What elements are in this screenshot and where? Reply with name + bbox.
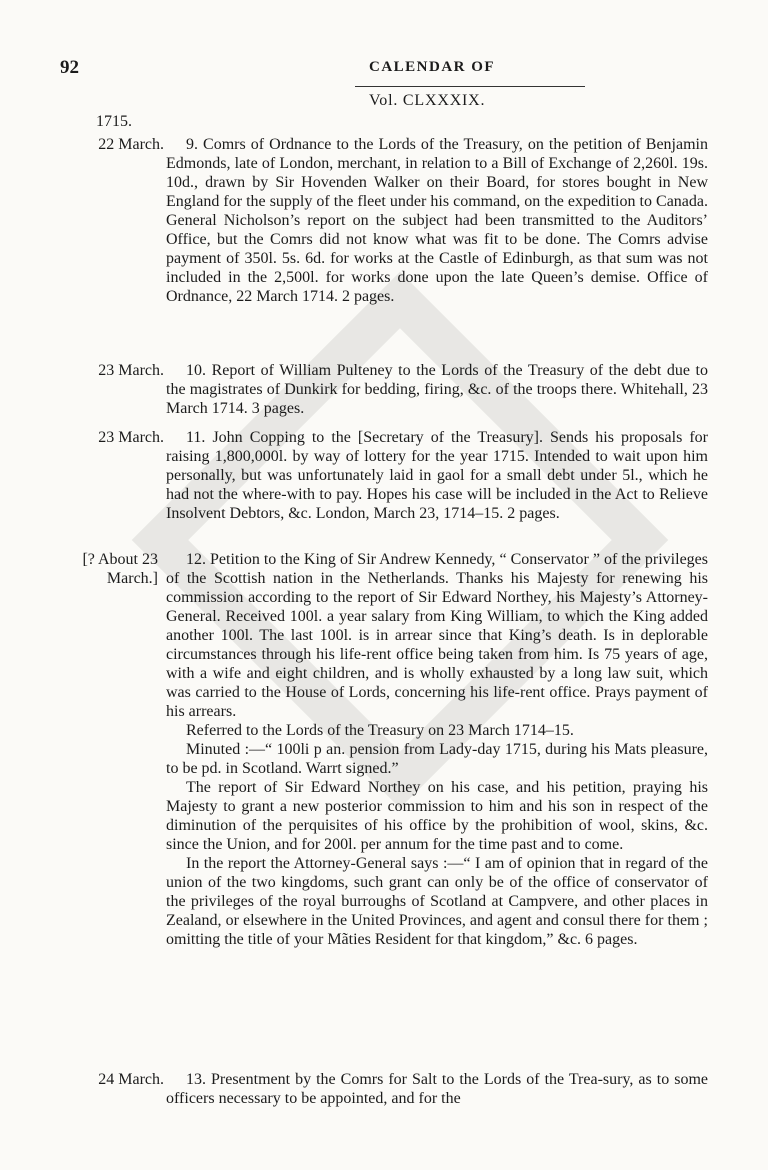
entry-paragraph: The report of Sir Edward Northey on his case, and his petition, praying his Majesty to grant a new posterior commission to him and his son in respect of the diminution of the perquisites of his office by the prohibition of wool, skins, &c. since the Union, and for 200l. per annum for the time past and to come. — [166, 779, 708, 853]
year-label: 1715. — [96, 113, 132, 130]
entry-date: [? About 23 March.] — [82, 551, 158, 587]
entry-body — [166, 1070, 708, 1108]
calendar-entry — [70, 135, 708, 306]
entry-paragraph: Referred to the Lords of the Treasury on 23 March 1714–15. — [186, 722, 574, 739]
running-title: CALENDAR OF — [369, 59, 496, 75]
entry-body — [166, 361, 708, 418]
entry-date: 23 March. — [98, 429, 164, 446]
volume-heading: Vol. CLXXXIX. — [369, 92, 486, 109]
entry-paragraph: 12. Petition to the King of Sir Andrew Kennedy, “ Conservator ” of the privileges of the Scottish nation in the Netherlands. Thanks his Majesty for renewing his commission according to the report of Sir Edward Northey, his Majesty’s Attorney-General. Received 100l. a year salary from King William, to which the King added another 100l. The last 100l. is in arrear since that King’s death. Is in deplorable circumstances through his life-rent office being taken from him. Is 75 years of age, with a wife and eight children, and is wholly exhausted by a long law suit, which was carried to the House of Lords, concerning his life-rent office. Prays payment of his arrears. — [166, 551, 708, 720]
page-number: 92 — [60, 57, 79, 78]
entry-date: 22 March. — [98, 136, 164, 153]
entry-paragraph: In the report the Attorney-General says :—“ I am of opinion that in regard of the union of the two kingdoms, such grant can only be of the office of conservator of the privileges of the royal burroughs of Scotland at Campvere, and other places in Zealand, or elsewhere in the United Provinces, and agent and consul there for them ; omitting the title of your Mãties Resident for that kingdom,” &c. 6 pages. — [166, 855, 708, 948]
entry-body — [166, 550, 708, 949]
entry-body — [166, 428, 708, 523]
entry-paragraph: Minuted :—“ 100li p an. pension from Lady-day 1715, during his Mats pleasure, to be pd. in Scotland. Warrt signed.” — [166, 741, 708, 777]
calendar-entry — [70, 1070, 708, 1108]
entry-paragraph: 11. John Copping to the [Secretary of the Treasury]. Sends his proposals for raising 1,800,000l. by way of lottery for the year 1715. Intended to wait upon him personally, but was unfortunately laid in gaol for a small debt under 5l., which he had not the where-with to pay. Hopes his case will be included in the Act to Relieve Insolvent Debtors, &c. London, March 23, 1714–15. 2 pages. — [166, 429, 708, 522]
calendar-entry — [70, 361, 708, 418]
entry-body — [166, 135, 708, 306]
entry-date: 24 March. — [98, 1071, 164, 1088]
calendar-entry — [70, 550, 708, 949]
entry-paragraph: 9. Comrs of Ordnance to the Lords of the Treasury, on the petition of Benjamin Edmonds, late of London, merchant, in relation to a Bill of Exchange of 2,260l. 19s. 10d., drawn by Sir Hovenden Walker on their Board, for stores bought in New England for the supply of the fleet under his command, on the expedition to Canada. General Nicholson’s report on the subject had been transmitted to the Auditors’ Office, but the Comrs did not know what was fit to be done. The Comrs advise payment of 350l. 5s. 6d. for works at the Castle of Edinburgh, as that sum was not included in the 2,500l. for works done upon the late Queen’s demise. Office of Ordnance, 22 March 1714. 2 pages. — [166, 136, 708, 305]
entry-paragraph: 10. Report of William Pulteney to the Lords of the Treasury of the debt due to the magistrates of Dunkirk for bedding, firing, &c. of the troops there. Whitehall, 23 March 1714. 3 pages. — [166, 362, 708, 417]
entry-paragraph: 13. Presentment by the Comrs for Salt to the Lords of the Trea-sury, as to some officers necessary to be appointed, and for the — [166, 1071, 708, 1107]
entry-date: 23 March. — [98, 362, 164, 379]
header-rule — [355, 86, 585, 87]
calendar-entry — [70, 428, 708, 523]
